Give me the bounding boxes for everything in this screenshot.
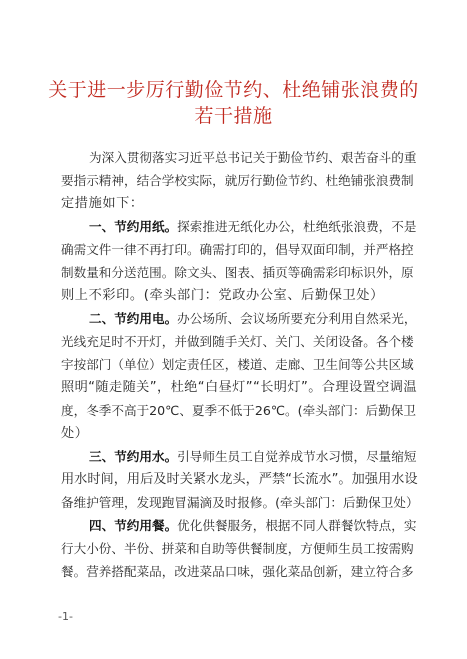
- section-4-line: 行大小份、半份、拼菜和自助等供餐制度，方便师生员工按需购: [61, 541, 414, 556]
- section-4-first-line: [89, 516, 421, 535]
- section-2-first-line: [89, 309, 421, 328]
- section-3-line: 用水时间，用后及时关紧水龙头，严禁“长流水”。加强用水设: [61, 472, 418, 487]
- section-4-text: 优化供餐服务，根据不同人群餐饮特点，实: [177, 518, 417, 533]
- intro-line: 要指示精神，结合学校实际，就厉行勤俭节约、杜绝铺张浪费制: [61, 173, 414, 188]
- section-2-line: 处）: [61, 426, 89, 441]
- section-2-heading: 二、节约用电。: [89, 311, 178, 326]
- section-3-line: 备维护管理，发现跑冒漏滴及时报修。(牵头部门：后勤保卫处）: [61, 495, 419, 510]
- section-2-line: 宇按部门（单位）划定责任区，楼道、走廊、卫生间等公共区域: [61, 357, 414, 372]
- section-4-line: 餐。营养搭配菜品，改进菜品口味，强化菜品创新，建立符合多: [61, 564, 414, 579]
- section-1-line: 确需文件一律不再打印。确需打印的，倡导双面印制，并严格控: [61, 242, 414, 257]
- document-title-line2: 若干措施: [194, 105, 273, 127]
- document-title-line1: 关于进一步厉行勤俭节约、杜绝铺张浪费的: [48, 79, 419, 101]
- section-1-line: 则上不彩印。(牵头部门：党政办公室、后勤保卫处）: [61, 288, 384, 303]
- section-1-line: 制数量和分送范围。除文头、图表、插页等确需彩印标识外，原: [61, 265, 414, 280]
- section-3-text: 引导师生员工自觉养成节水习惯，尽量缩短: [177, 449, 417, 464]
- section-2-text: 办公场所、会议场所要充分利用自然采光，: [177, 311, 417, 326]
- section-4-heading: 四、节约用餐。: [89, 518, 178, 533]
- intro-line: 定措施如下：: [61, 196, 144, 211]
- section-3-first-line: [89, 447, 421, 466]
- page-number: -1-: [58, 610, 73, 623]
- section-2-line: 度，冬季不高于20℃、夏季不低于26℃。(牵头部门：后勤保卫: [61, 403, 416, 418]
- intro-line: 为深入贯彻落实习近平总书记关于勤俭节约、艰苦奋斗的重: [89, 150, 417, 165]
- section-2-line: 光线充足时不开灯，并做到随手关灯、关门、关闭设备。各个楼: [61, 334, 414, 349]
- section-1-first-line: [89, 217, 421, 236]
- section-1-text: 探索推进无纸化办公，杜绝纸张浪费，不是: [177, 219, 417, 234]
- section-3-heading: 三、节约用水。: [89, 449, 178, 464]
- section-2-line: 照明“随走随关”，杜绝“白昼灯”“长明灯”。合理设置空调温: [61, 380, 417, 395]
- section-1-heading: 一、节约用纸。: [89, 219, 178, 234]
